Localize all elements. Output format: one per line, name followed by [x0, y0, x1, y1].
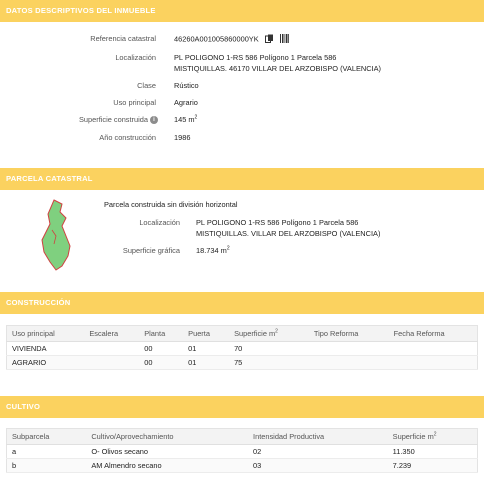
- col-cultivo: Cultivo/Aprovechamiento: [86, 429, 248, 445]
- cell-uso: VIVIENDA: [7, 342, 85, 356]
- anio-value: 1986: [174, 133, 191, 142]
- anio-label: Año construcción: [99, 133, 156, 142]
- superficie-label-text: Superficie construida: [78, 115, 148, 124]
- superficie-label: [0, 115, 158, 124]
- superficie-value: 145 $m^2$: [174, 114, 198, 124]
- cell-tipo-reforma: [309, 356, 389, 370]
- cell-fecha-reforma: [389, 356, 478, 370]
- col-intensidad: Intensidad Productiva: [248, 429, 388, 445]
- cell-escalera: [84, 342, 139, 356]
- referencia-label: Referencia catastral: [90, 34, 156, 43]
- localizacion-line2: MISTIQUILLAS. 46170 VILLAR DEL ARZOBISPO (VALENCIA): [174, 64, 382, 73]
- cell-puerta: 01: [183, 356, 229, 370]
- col-planta: Planta: [139, 326, 183, 342]
- cell-planta: 00: [139, 356, 183, 370]
- parcela-sup-value: 18.734 $m^2$: [196, 245, 230, 255]
- superficie-number: 145 m: [174, 115, 195, 124]
- localizacion-label: Localización: [115, 53, 156, 62]
- parcela-loc-line1: PL POLIGONO 1-RS 586 Polígono 1 Parcela 586: [196, 218, 359, 227]
- cell-uso: AGRARIO: [7, 356, 85, 370]
- localizacion-line1: PL POLIGONO 1-RS 586 Polígono 1 Parcela 586: [174, 53, 337, 62]
- table-row: [7, 445, 478, 459]
- referencia-value: [174, 34, 289, 45]
- parcel-map-thumbnail[interactable]: [36, 196, 82, 276]
- cell-superficie: 75: [229, 356, 309, 370]
- info-icon[interactable]: i: [150, 116, 158, 124]
- cell-puerta: 01: [183, 342, 229, 356]
- table-row: [7, 356, 478, 370]
- section-header-construccion: CONSTRUCCIÓN: [0, 292, 484, 314]
- uso-label: Uso principal: [113, 98, 156, 107]
- parcela-loc-line2: MISTIQUILLAS. VILLAR DEL ARZOBISPO (VALENCIA): [196, 229, 381, 238]
- col-puerta: Puerta: [183, 326, 229, 342]
- col-fecha-reforma: Fecha Reforma: [389, 326, 478, 342]
- cell-tipo-reforma: [309, 342, 389, 356]
- construccion-header-row: [7, 326, 478, 342]
- parcel-shape: [42, 200, 70, 270]
- cell-fecha-reforma: [389, 342, 478, 356]
- col-superficie-cultivo-text: Superficie m: [392, 432, 434, 441]
- parcela-subtitle: Parcela construida sin división horizontal: [104, 200, 238, 209]
- cultivo-table: [6, 428, 478, 473]
- cell-cultivo: O- Olivos secano: [86, 445, 248, 459]
- referencia-text[interactable]: 46260A001005860000YK: [174, 34, 259, 44]
- copy-icon[interactable]: [265, 34, 274, 45]
- cell-superficie: 7.239: [388, 459, 478, 473]
- cell-intensidad: 02: [248, 445, 388, 459]
- cell-subparcela: a: [7, 445, 87, 459]
- parcela-sup-label: Superficie gráfica: [122, 246, 180, 255]
- section-header-cultivo: CULTIVO: [0, 396, 484, 418]
- col-subparcela: Subparcela: [7, 429, 87, 445]
- cell-intensidad: 03: [248, 459, 388, 473]
- barcode-icon[interactable]: [280, 34, 289, 45]
- parcela-sup-number: 18.734 m: [196, 246, 227, 255]
- cell-superficie: 70: [229, 342, 309, 356]
- uso-value: Agrario: [174, 98, 198, 107]
- table-row: [7, 459, 478, 473]
- section-header-parcela: PARCELA CATASTRAL: [0, 168, 484, 190]
- col-superficie: Superficie $m^2$: [229, 326, 309, 342]
- col-tipo-reforma: Tipo Reforma: [309, 326, 389, 342]
- table-row: [7, 342, 478, 356]
- clase-value: Rústico: [174, 81, 199, 90]
- construccion-table: [6, 325, 478, 370]
- clase-label: Clase: [137, 81, 156, 90]
- cell-superficie: 11.350: [388, 445, 478, 459]
- col-uso-principal: Uso principal: [7, 326, 85, 342]
- col-superficie-text: Superficie m: [234, 329, 276, 338]
- cell-subparcela: b: [7, 459, 87, 473]
- parcela-loc-label: Localización: [139, 218, 180, 227]
- section-header-inmueble: DATOS DESCRIPTIVOS DEL INMUEBLE: [0, 0, 484, 22]
- cell-cultivo: AM Almendro secano: [86, 459, 248, 473]
- cultivo-header-row: [7, 429, 478, 445]
- cell-planta: 00: [139, 342, 183, 356]
- cell-escalera: [84, 356, 139, 370]
- col-escalera: Escalera: [84, 326, 139, 342]
- col-superficie-cultivo: Superficie $m^2$: [388, 429, 478, 445]
